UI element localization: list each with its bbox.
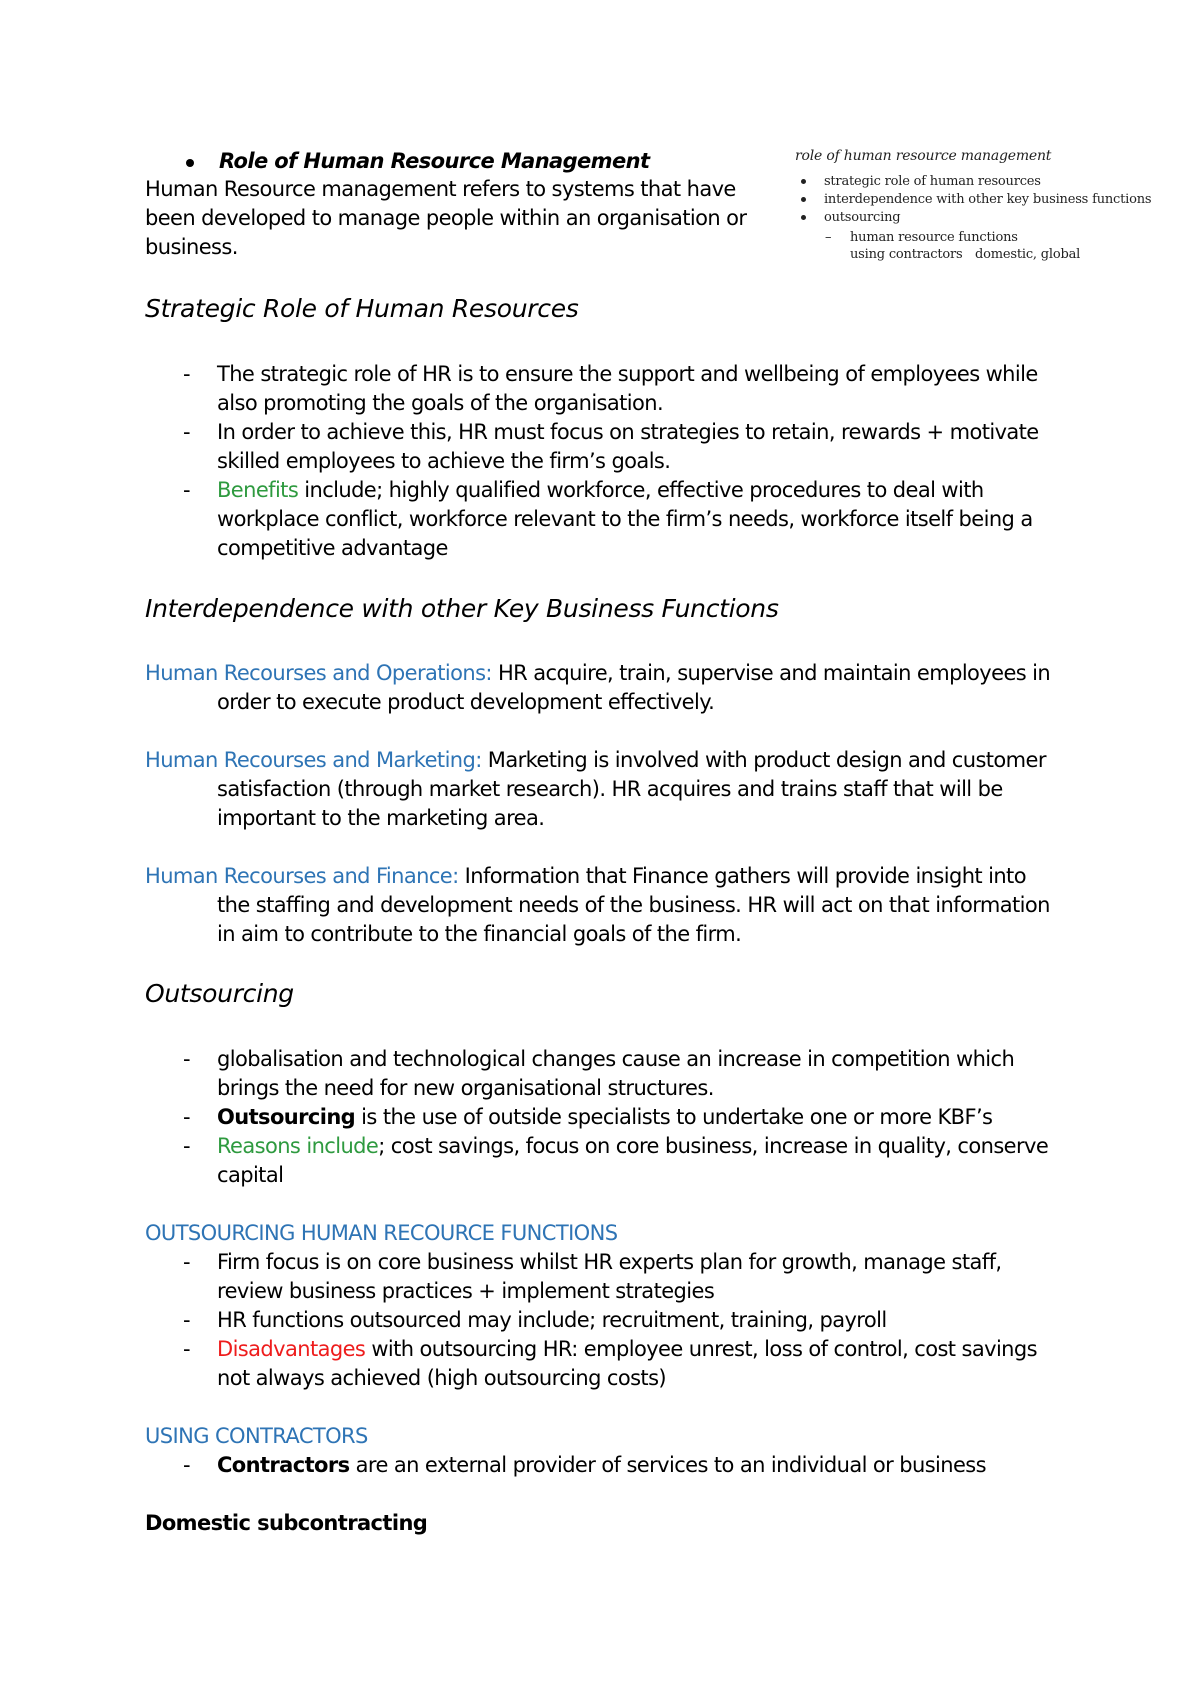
interdependence-operations [145,659,1050,688]
dash-marker: - [183,1105,190,1129]
interdependence-finance [145,862,1026,891]
bullet-icon [801,197,806,202]
interdependence-marketing [145,746,1046,775]
intro-bullet-line [186,148,194,177]
strategic-bullet-3-cont: competitive advantage [217,536,448,560]
outsourcing-hr-bullet-1-cont: review business practices + implement strategies [217,1279,715,1303]
section-heading-strategic: Strategic Role of Human Resources [145,294,579,323]
interdependence-marketing-cont: important to the marketing area. [217,806,545,830]
strategic-bullet-3 [217,476,984,505]
reference-image [795,148,1152,268]
reference-sub-item: domestic, global [975,247,1081,262]
outsourcing-definition: is the use of outside specialists to undertake one or more KBF’s [355,1105,993,1129]
contractors-definition: are an external provider of services to an individual or business [349,1453,986,1477]
subheading-domestic-subcontracting: Domestic subcontracting [145,1511,428,1535]
outsourcing-bullet-1-cont: brings the need for new organisational structures. [217,1076,714,1100]
outsourcing-term: Outsourcing [217,1105,356,1129]
outsourcing-bullet-3-cont: capital [217,1163,284,1187]
marketing-label: Human Recourses and Marketing: [145,748,482,772]
subheading-outsourcing-hr: OUTSOURCING HUMAN RECOURCE FUNCTIONS [145,1221,618,1245]
disadvantages-label: Disadvantages [217,1337,366,1361]
strategic-bullet-2: In order to achieve this, HR must focus on strategies to retain, rewards + motivate [217,420,1039,444]
outsourcing-hr-bullet-3-cont: not always achieved (high outsourcing costs) [217,1366,667,1390]
dash-marker: - [183,1047,190,1071]
strategic-bullet-2-cont: skilled employees to achieve the firm’s goals. [217,449,671,473]
dash-marker: - [183,1308,190,1332]
outsourcing-bullet-1: globalisation and technological changes cause an increase in competition which [217,1047,1015,1071]
interdependence-marketing-cont: satisfaction (through market research). HR acquires and trains staff that will be [217,777,1003,801]
benefits-label: Benefits [217,478,299,502]
outsourcing-bullet-2 [217,1103,992,1132]
contractors-term: Contractors [217,1453,350,1477]
intro-line-3: business. [145,235,238,259]
outsourcing-hr-bullet-1: Firm focus is on core business whilst HR experts plan for growth, manage staff, [217,1250,1002,1274]
reasons-text: ; cost savings, focus on core business, increase in quality, conserve [378,1134,1049,1158]
intro-line-2: been developed to manage people within an organisation or [145,206,747,230]
reference-item: outsourcing [801,210,900,225]
strategic-bullet-1: The strategic role of HR is to ensure the support and wellbeing of employees while [217,362,1038,386]
intro-line-1: Human Resource management refers to systems that have [145,177,736,201]
intro-title: Role of Human Resource Management [219,149,650,173]
finance-text: Information that Finance gathers will provide insight into [458,864,1026,888]
reference-item: interdependence with other key business functions [801,192,1151,207]
strategic-bullet-1-cont: also promoting the goals of the organisation. [217,391,664,415]
section-heading-interdependence: Interdependence with other Key Business Functions [145,594,779,623]
dash-marker: - [183,478,190,502]
contractors-bullet-1 [217,1451,986,1480]
section-heading-outsourcing: Outsourcing [145,979,294,1008]
reference-sub-item: human resource functions [850,230,1018,245]
reference-title: role of human resource management [795,148,1052,164]
outsourcing-hr-bullet-3 [217,1335,1037,1364]
reference-item: strategic role of human resources [801,174,1041,189]
dash-marker: - [183,1453,190,1477]
benefits-text: include; highly qualified workforce, effective procedures to deal with [298,478,984,502]
reasons-label: Reasons include [217,1134,379,1158]
reference-sub-item: using contractors [850,247,963,262]
marketing-text: Marketing is involved with product design and customer [481,748,1046,772]
dash-marker: - [183,1250,190,1274]
dash-marker: - [183,362,190,386]
operations-label: Human Recourses and Operations: [145,661,492,685]
operations-text: HR acquire, train, supervise and maintain employees in [491,661,1051,685]
dash-marker: - [183,420,190,444]
dash-marker: - [183,1337,190,1361]
bullet-icon [186,159,194,167]
reference-sub-dash: – [825,230,832,245]
disadvantages-text: with outsourcing HR: employee unrest, loss of control, cost savings [365,1337,1037,1361]
interdependence-finance-cont: in aim to contribute to the financial goals of the firm. [217,922,742,946]
interdependence-operations-cont: order to execute product development effectively. [217,690,715,714]
bullet-icon [801,179,806,184]
strategic-bullet-3-cont: workplace conflict, workforce relevant to the firm’s needs, workforce itself being a [217,507,1033,531]
subheading-using-contractors: USING CONTRACTORS [145,1424,368,1448]
dash-marker: - [183,1134,190,1158]
outsourcing-hr-bullet-2: HR functions outsourced may include; recruitment, training, payroll [217,1308,887,1332]
finance-label: Human Recourses and Finance: [145,864,459,888]
bullet-icon [801,215,806,220]
outsourcing-bullet-3 [217,1132,1048,1161]
interdependence-finance-cont: the staffing and development needs of the business. HR will act on that information [217,893,1050,917]
